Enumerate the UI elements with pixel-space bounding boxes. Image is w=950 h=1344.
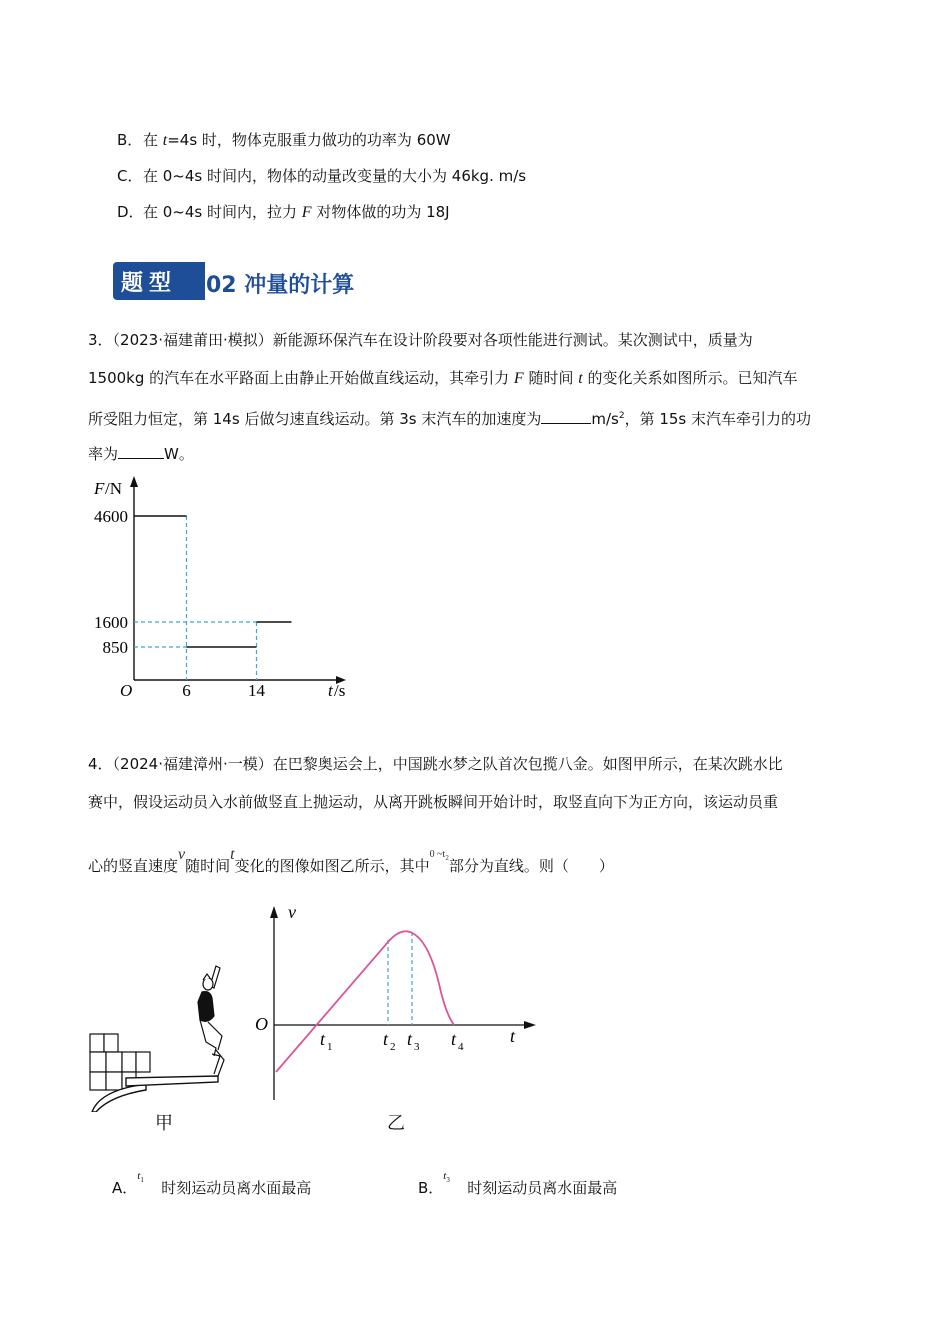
diver-figure — [86, 962, 246, 1112]
option-text: 在 — [143, 131, 163, 149]
option-var — [137, 1166, 161, 1190]
graph1-ticks — [94, 507, 266, 700]
variable: t — [443, 1170, 447, 1182]
q3-text: 率为 — [88, 445, 119, 463]
figure-jia-caption: 甲 — [155, 1113, 173, 1134]
option-d — [117, 202, 450, 223]
option-text: 对物体做的功为 18J — [311, 203, 450, 221]
y-axis-label-var: F — [94, 479, 105, 498]
option-letter: C． — [117, 167, 143, 185]
range-text: 0 ~t — [429, 849, 446, 860]
svg-text:3: 3 — [414, 1041, 420, 1053]
range-subscript: 2 — [445, 854, 449, 862]
unit: m/s — [591, 410, 619, 428]
y-tick-label: 850 — [102, 638, 128, 657]
option-text: 时刻运动员离水面最高 — [161, 1179, 312, 1197]
answer-option-b[interactable] — [418, 1170, 618, 1204]
option-letter: B． — [418, 1179, 444, 1197]
variable-f: F — [513, 370, 524, 387]
q3-text: ，第 15s 末汽车牵引力的功 — [624, 410, 812, 428]
q4-text: 变化的图像如图乙所示，其中 — [234, 857, 430, 875]
svg-text:4: 4 — [458, 1041, 464, 1053]
option-letter: A． — [112, 1179, 138, 1197]
graph1-series — [134, 516, 292, 647]
tick-t3 — [407, 1029, 420, 1053]
svg-text:2: 2 — [390, 1041, 396, 1053]
q4-text: 心的竖直速度 — [88, 857, 179, 875]
svg-text:t: t — [383, 1029, 389, 1049]
svg-text:t: t — [451, 1029, 457, 1049]
option-text: 时刻运动员离水面最高 — [467, 1179, 618, 1197]
x-tick-label: 6 — [182, 681, 191, 700]
option-text: =4s 时，物体克服重力做功的功率为 60W — [167, 131, 451, 149]
velocity-curve — [276, 931, 454, 1072]
graph2-guides — [388, 932, 412, 1025]
option-b — [117, 130, 451, 151]
variable-subscript: 3 — [446, 1176, 450, 1185]
answer-blank[interactable] — [118, 444, 164, 459]
x-axis-label: t — [510, 1026, 516, 1046]
tick-t4 — [451, 1029, 464, 1053]
tick-t2 — [383, 1029, 396, 1053]
x-axis-label-var: t — [328, 681, 333, 700]
graph1-axes — [130, 476, 346, 684]
svg-text:t: t — [407, 1029, 413, 1049]
unit-superscript: 2 — [618, 411, 625, 421]
q3-text: 的变化关系如图所示。已知汽车 — [582, 369, 798, 387]
q4-text: 部分为直线。则（ ） — [448, 857, 614, 875]
y-tick-label: 1600 — [94, 613, 128, 632]
q3-text: 1500kg 的汽车在水平路面上由静止开始做直线运动，其牵引力 — [88, 369, 514, 387]
q3-line1: 3．（2023·福建莆田·模拟）新能源环保汽车在设计阶段要对各项性能进行测试。某次测试中，质量为 — [88, 331, 753, 349]
variable: t — [162, 132, 168, 149]
q3-line4 — [88, 444, 194, 464]
variable-t: t — [230, 846, 235, 863]
q3-line2 — [88, 368, 797, 389]
q3-line3 — [88, 406, 811, 429]
option-var — [443, 1166, 467, 1190]
tick-t1 — [320, 1029, 333, 1053]
y-tick-label: 4600 — [94, 507, 128, 526]
variable: t — [137, 1170, 141, 1182]
x-axis-label-unit: /s — [334, 681, 346, 700]
variable-v: v — [178, 846, 186, 863]
q3-text: W。 — [164, 445, 194, 463]
velocity-time-graph — [250, 900, 540, 1100]
option-text: 在 0~4s 时间内，物体的动量改变量的大小为 46kg. m/s — [143, 167, 527, 185]
force-time-graph — [80, 470, 380, 710]
option-c — [117, 166, 526, 186]
option-letter: D． — [117, 203, 144, 221]
q4-line2: 赛中，假设运动员入水前做竖直上抛运动，从离开跳板瞬间开始计时，取竖直向下为正方向，该运动员重 — [88, 793, 779, 811]
x-tick-label: 14 — [248, 681, 265, 700]
graph1-guides — [134, 516, 257, 680]
diver-icon — [198, 966, 224, 1076]
y-axis-label: v — [288, 902, 296, 922]
graph2-axes — [270, 906, 536, 1100]
answer-blank[interactable] — [541, 409, 591, 424]
variable-t: t — [578, 370, 583, 387]
option-text: 在 0~4s 时间内，拉力 — [143, 203, 302, 221]
variable: F — [301, 204, 312, 221]
origin-label: O — [255, 1014, 268, 1034]
section-title: 02 冲量的计算 — [206, 273, 355, 298]
range-expression — [430, 849, 449, 860]
section-badge-text: 题型 — [121, 270, 178, 296]
option-letter: B． — [117, 131, 143, 149]
q3-text: 所受阻力恒定，第 14s 后做匀速直线运动。第 3s 末汽车的加速度为 — [88, 410, 542, 428]
origin-label: O — [120, 681, 133, 700]
q4-text: 随时间 — [185, 857, 231, 875]
y-axis-label-unit: /N — [105, 479, 122, 498]
figure-yi-caption: 乙 — [387, 1113, 405, 1134]
variable-subscript: 1 — [140, 1176, 144, 1185]
answer-option-a[interactable] — [112, 1170, 312, 1204]
svg-text:t: t — [320, 1029, 326, 1049]
q4-line1: 4．（2024·福建漳州·一模）在巴黎奥运会上，中国跳水梦之队首次包揽八金。如图甲所示，在某次跳水比 — [88, 755, 783, 773]
q3-text: 随时间 — [523, 369, 579, 387]
svg-text:1: 1 — [327, 1041, 333, 1053]
